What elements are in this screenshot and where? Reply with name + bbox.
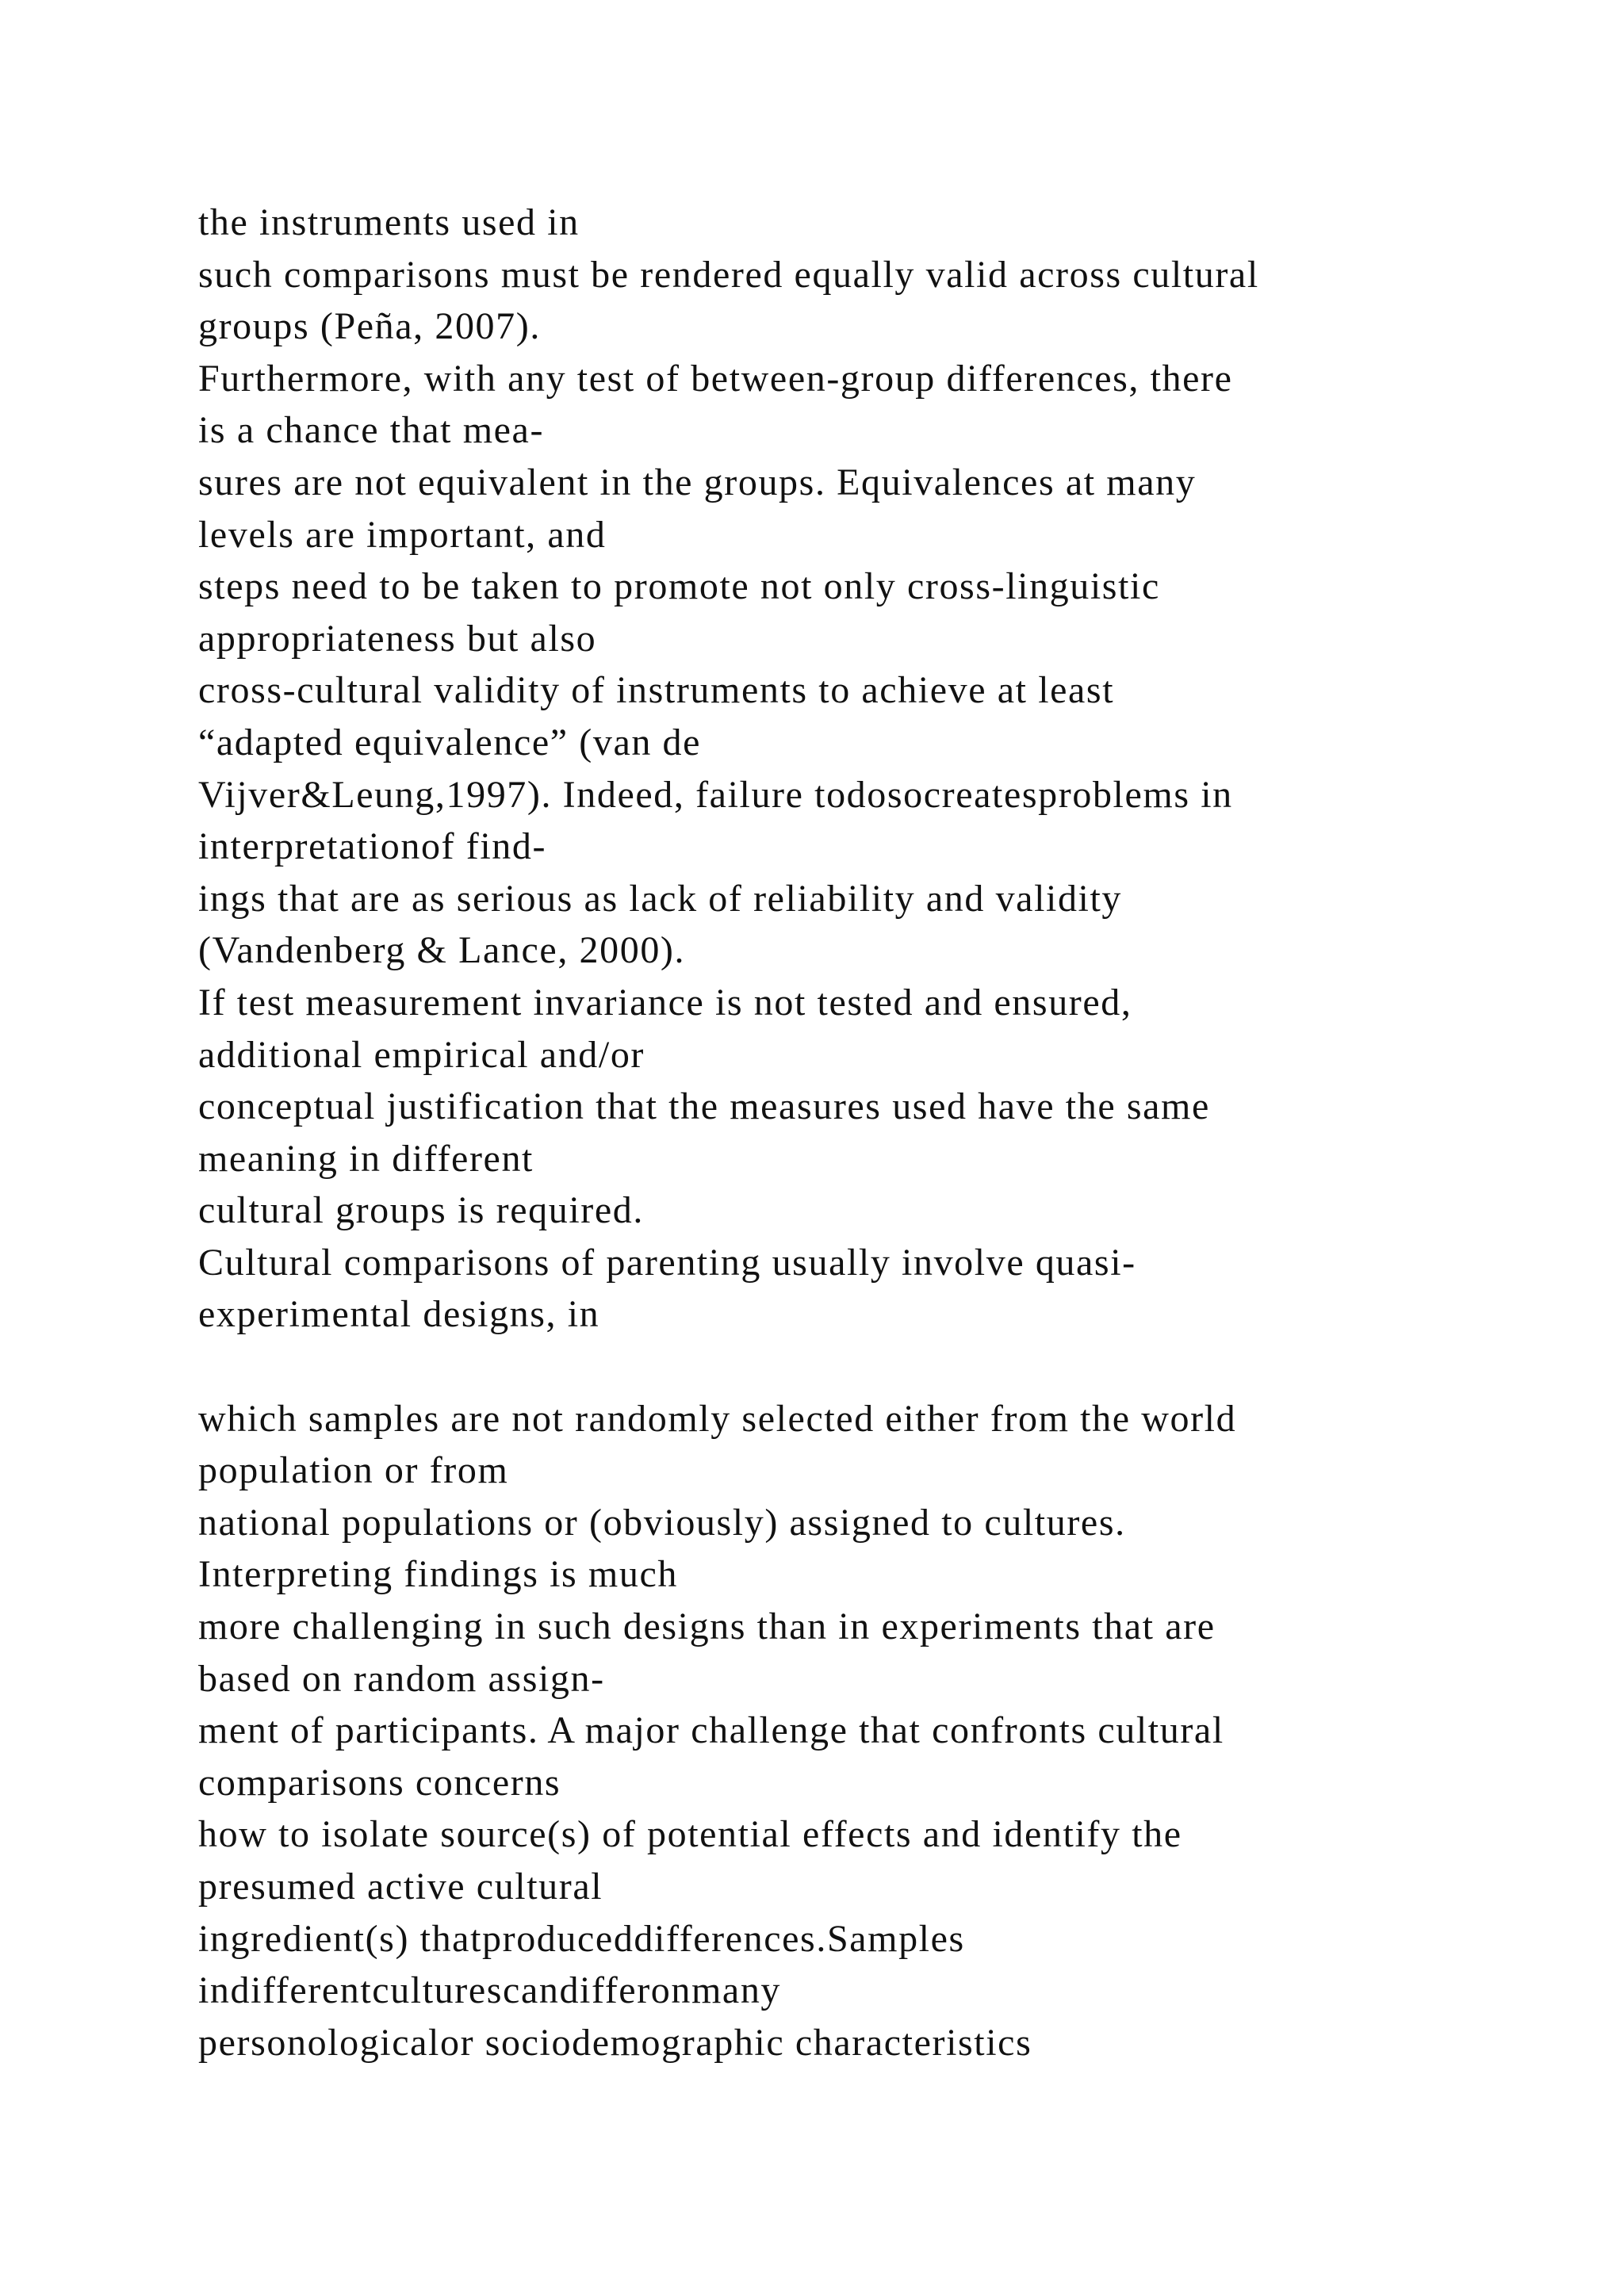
text-line: experimental designs, in [198, 1293, 600, 1336]
text-line: personologicalor sociodemographic characteristics [198, 2021, 1032, 2064]
text-line: ingredient(s) thatproduceddifferences.Samples [198, 1917, 965, 1960]
text-line: national populations or (obviously) assigned to cultures. [198, 1501, 1126, 1544]
text-line: ings that are as serious as lack of reliability and validity [198, 877, 1123, 920]
body-text [198, 197, 1546, 2068]
text-line: comparisons concerns [198, 1761, 561, 1804]
paragraph-gap [198, 1341, 1546, 1393]
text-line: presumed active cultural [198, 1866, 603, 1908]
text-line: cross-cultural validity of instruments to achieve at least [198, 669, 1115, 712]
text-line: Cultural comparisons of parenting usually involve quasi- [198, 1241, 1136, 1284]
text-line: conceptual justification that the measures used have the same [198, 1085, 1210, 1128]
text-line: ment of participants. A major challenge that confronts cultural [198, 1709, 1224, 1752]
text-line: population or from [198, 1449, 509, 1492]
text-line: which samples are not randomly selected either from the world [198, 1397, 1237, 1440]
text-line: sures are not equivalent in the groups. Equivalences at many [198, 461, 1197, 503]
text-line: If test measurement invariance is not tested and ensured, [198, 981, 1132, 1024]
text-line: interpretationof find- [198, 825, 547, 868]
text-line: levels are important, and [198, 513, 607, 556]
text-line: additional empirical and/or [198, 1033, 645, 1076]
text-line: more challenging in such designs than in experiments that are [198, 1605, 1216, 1648]
text-line: (Vandenberg & Lance, 2000). [198, 929, 686, 972]
text-line: is a chance that mea- [198, 409, 545, 452]
text-line: “adapted equivalence” (van de [198, 721, 702, 763]
text-line: appropriateness but also [198, 617, 597, 660]
text-line: cultural groups is required. [198, 1189, 644, 1232]
text-line: Interpreting findings is much [198, 1553, 678, 1596]
text-line: how to isolate source(s) of potential effects and identify the [198, 1813, 1182, 1856]
text-line: indifferentculturescandifferonmany [198, 1969, 782, 2012]
text-line: Vijver&Leung,1997). Indeed, failure todosocreatesproblems in [198, 773, 1233, 816]
text-line: groups (Peña, 2007). [198, 305, 541, 348]
text-line: based on random assign- [198, 1657, 605, 1700]
text-line: steps need to be taken to promote not only cross-linguistic [198, 565, 1160, 608]
text-line: meaning in different [198, 1137, 534, 1180]
text-line: Furthermore, with any test of between-group differences, there [198, 357, 1233, 400]
text-line: the instruments used in [198, 201, 580, 243]
text-line: such comparisons must be rendered equally valid across cultural [198, 253, 1259, 296]
